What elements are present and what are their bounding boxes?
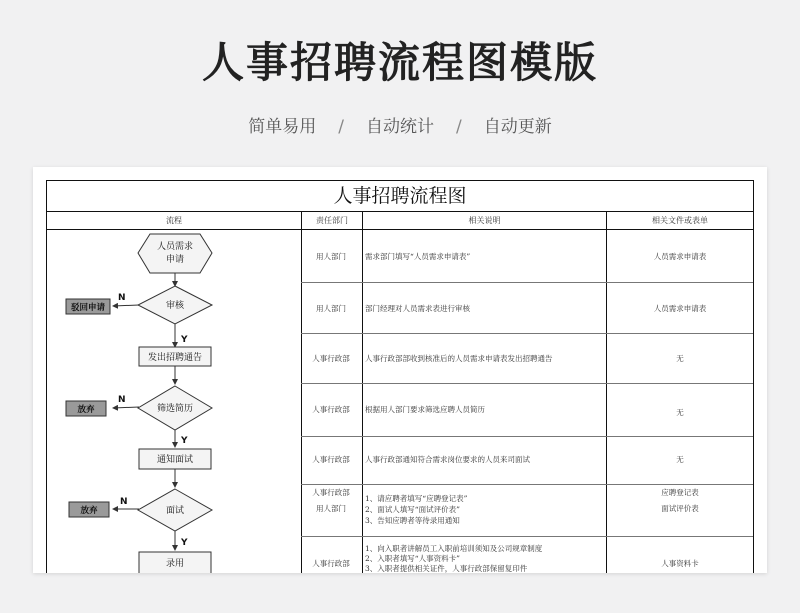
row-file: 面试评价表 [661, 504, 699, 513]
row-desc: 2、面试人填写“面试评价表” [365, 505, 460, 514]
row-file: 无 [676, 354, 684, 363]
start-node-label: 申请 [165, 255, 185, 265]
row-file: 无 [676, 455, 684, 464]
header-dept: 责任部门 [302, 212, 362, 230]
start-node [138, 234, 212, 273]
row-desc: 需求部门填写“人员需求申请表” [365, 252, 471, 261]
no-label: N [118, 293, 126, 303]
column-divider [606, 212, 607, 573]
spreadsheet-preview [33, 167, 767, 573]
row-dept: 用人部门 [316, 504, 346, 513]
header-flow: 流程 [47, 212, 301, 230]
row-desc: 根据用人部门要求筛选应聘人员简历 [365, 405, 485, 414]
flowchart [47, 230, 301, 573]
hire-label: 录用 [165, 559, 185, 569]
header-desc: 相关说明 [363, 212, 606, 230]
no-label: N [120, 497, 128, 507]
interview-notice-label: 通知面试 [156, 455, 194, 465]
row-dept: 用人部门 [316, 304, 346, 313]
start-node-label: 人员需求 [156, 242, 194, 252]
row-desc: 部门经理对人员需求表进行审核 [365, 304, 470, 313]
yes-label: Y [181, 538, 188, 548]
row-dept: 人事行政部 [312, 455, 350, 464]
reject-screen-label: 放弃 [77, 405, 95, 415]
screen-label: 筛选简历 [156, 404, 194, 414]
subtitle-item: 自动统计 [366, 117, 434, 137]
row-divider [301, 536, 753, 537]
no-label: N [118, 395, 126, 405]
row-dept: 人事行政部 [312, 559, 350, 568]
subtitle-separator: / [338, 117, 344, 137]
yes-label: Y [181, 436, 188, 446]
row-desc: 3、告知应聘者等待录用通知 [365, 516, 460, 525]
page-title: 人事招聘流程图模版 [201, 38, 598, 87]
notice-label: 发出招聘通告 [147, 353, 203, 363]
row-desc: 人事行政部部收到核准后的人员需求申请表发出招聘通告 [365, 354, 553, 363]
row-desc: 1、向入职者讲解员工入职前培训须知及公司规章制度 [365, 544, 543, 553]
flow-connector [113, 407, 139, 408]
row-desc: 2、入职者填写“人事资料卡” [365, 554, 460, 563]
column-divider [301, 212, 302, 573]
row-divider [301, 333, 753, 334]
reject-interview-label: 放弃 [80, 506, 98, 516]
row-file: 人员需求申请表 [653, 252, 707, 261]
column-divider [362, 212, 363, 573]
flowchart-table [46, 180, 754, 573]
subtitle-item: 简单易用 [248, 117, 317, 137]
flow-connector [113, 305, 139, 306]
subtitle-item: 自动更新 [483, 117, 552, 137]
interview-label: 面试 [165, 506, 185, 516]
row-dept: 人事行政部 [312, 354, 350, 363]
row-dept: 用人部门 [316, 252, 346, 261]
row-desc: 3、入职者提供相关证件，人事行政部保留复印件 [365, 564, 528, 573]
yes-label: Y [181, 335, 188, 345]
header-file: 相关文件或表单 [607, 212, 753, 230]
row-file: 应聘登记表 [661, 488, 699, 497]
row-desc: 1、请应聘者填写“应聘登记表” [365, 494, 468, 503]
row-file: 人事资料卡 [661, 559, 699, 568]
subtitle-separator: / [456, 117, 462, 137]
sheet-title: 人事招聘流程图 [47, 181, 753, 212]
row-desc: 人事行政部通知符合需求岗位要求的人员来司面试 [365, 455, 530, 464]
page-subtitle [0, 112, 800, 137]
reject-review-label: 驳回申请 [70, 303, 106, 313]
row-divider [301, 383, 753, 384]
row-divider [301, 282, 753, 283]
row-dept: 人事行政部 [312, 405, 350, 414]
row-divider [301, 436, 753, 437]
row-dept: 人事行政部 [312, 488, 350, 497]
row-file: 人员需求申请表 [653, 304, 707, 313]
row-file: 无 [676, 408, 684, 417]
review-label: 审核 [165, 301, 185, 311]
row-divider [301, 484, 753, 485]
